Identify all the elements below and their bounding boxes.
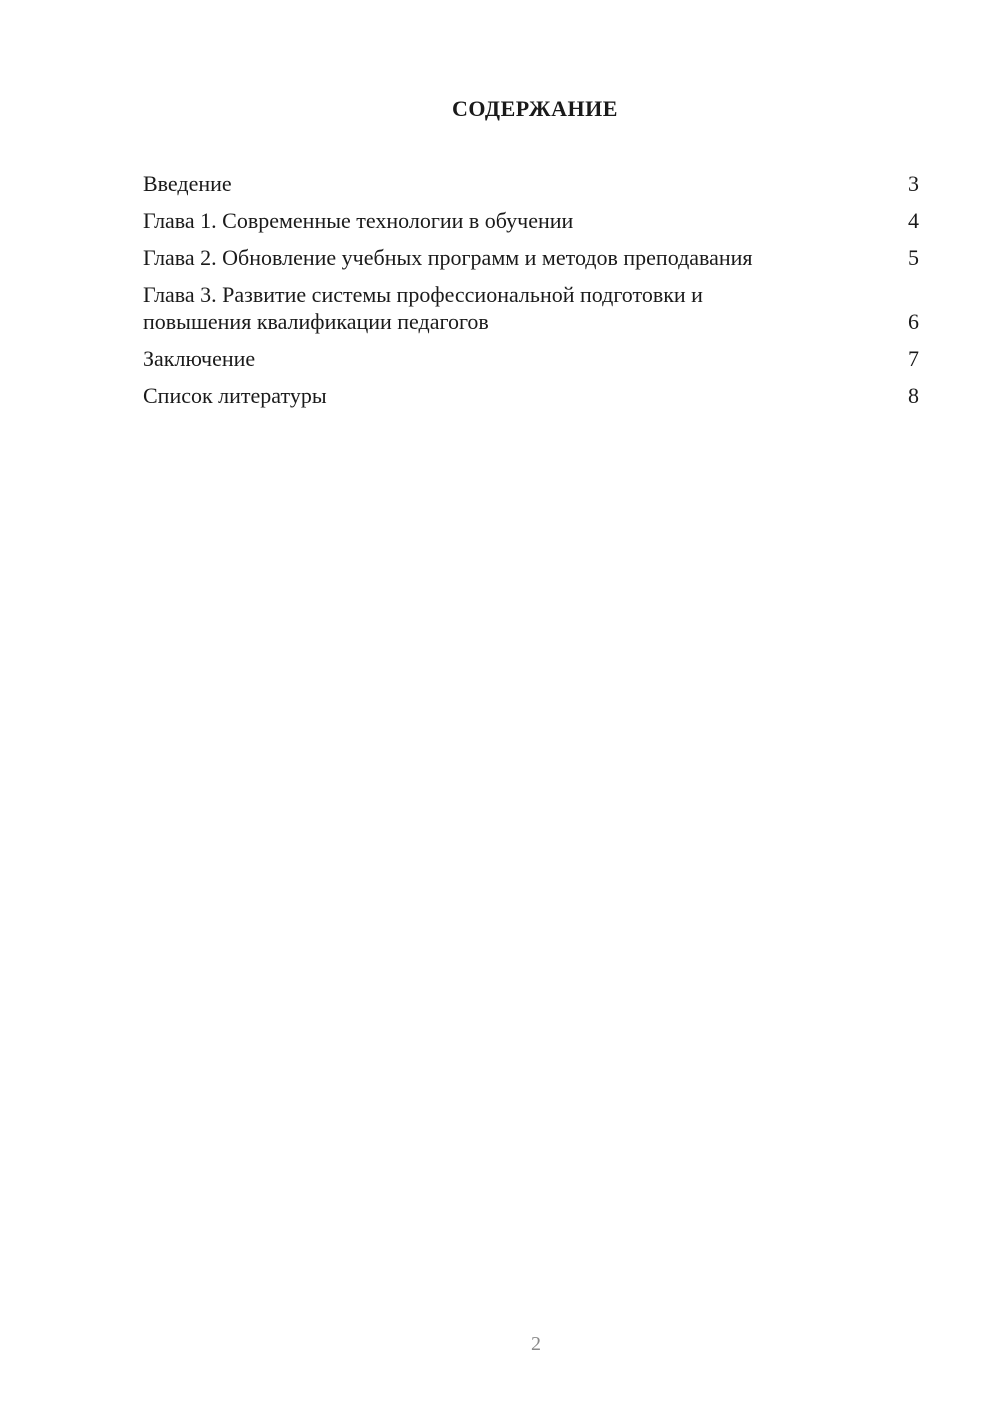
toc-entry-page: 3 [908,171,919,196]
toc-entry-title: Глава 2. Обновление учебных программ и методов преподавания [143,245,753,270]
toc-entry-chapter-2 [143,244,919,271]
toc-entry-page: 5 [908,245,919,270]
toc-entry-title: Глава 1. Современные технологии в обучении [143,208,574,233]
toc-entry-title: Список литературы [143,383,327,408]
toc-entry-chapter-1 [143,207,919,234]
toc-entry-introduction [143,170,919,197]
toc-entry-page: 8 [908,383,919,408]
toc-entry-page: 7 [908,346,919,371]
toc-entry-title: Введение [143,171,232,196]
page-number: 2 [531,1333,541,1355]
toc-entry-title: Глава 3. Развитие системы профессиональной подготовки и повышения квалификации педагогов [143,282,703,334]
toc-entry-page: 6 [908,309,919,334]
toc-title: СОДЕРЖАНИЕ [452,96,618,121]
toc-entry-references [143,382,919,409]
table-of-contents [143,170,919,419]
toc-entry-title: Заключение [143,346,256,371]
toc-entry-page: 4 [908,208,919,233]
toc-entry-chapter-3 [143,281,919,335]
toc-entry-conclusion [143,345,919,372]
